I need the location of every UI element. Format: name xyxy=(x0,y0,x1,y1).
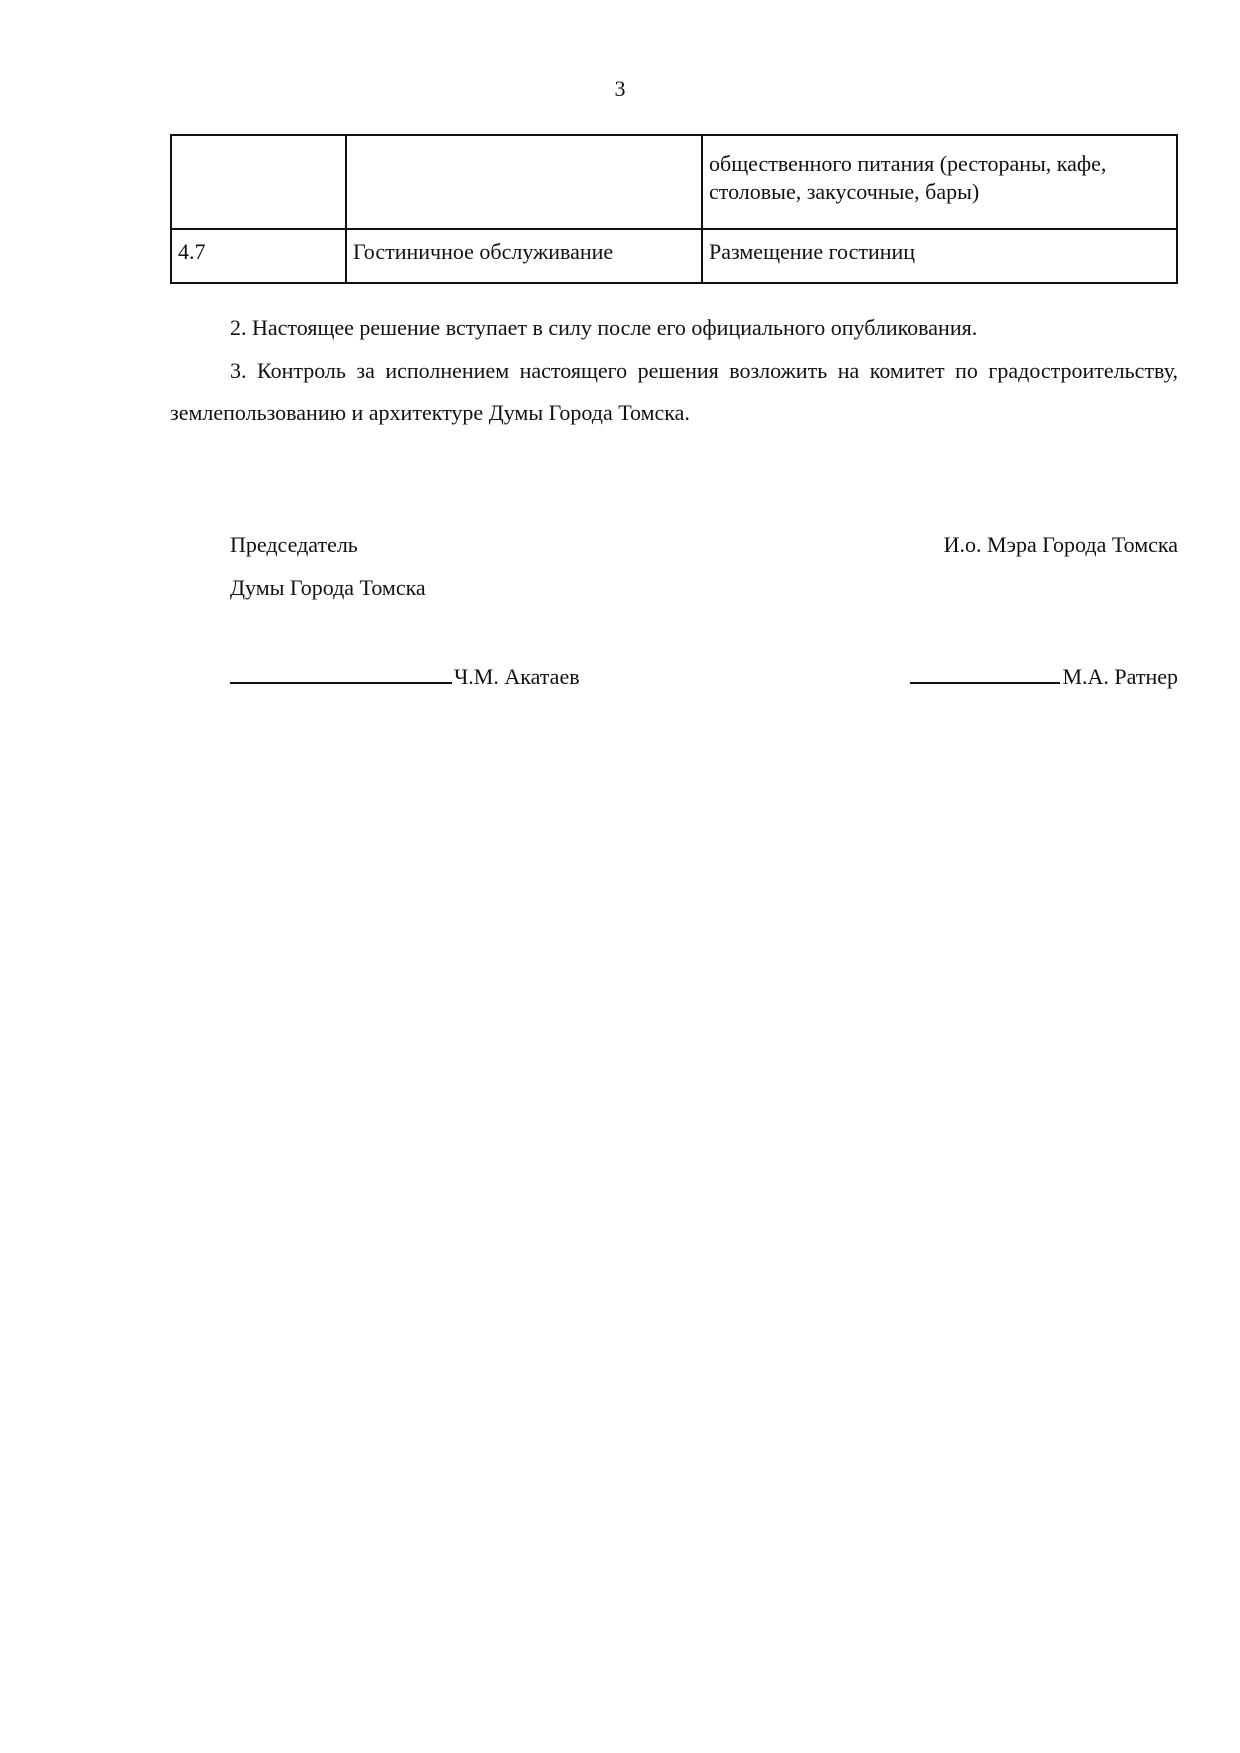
right-signature-line xyxy=(910,656,1178,698)
left-signatory-name: Ч.М. Акатаев xyxy=(454,664,580,689)
paragraph-control: 3. Контроль за исполнением настоящего решения возложить на комитет по градостроительству, землепользованию и архитектуре Думы Города Томска. xyxy=(170,358,1178,425)
table-row xyxy=(171,135,1177,229)
left-signature-line xyxy=(230,656,580,698)
right-signatory-name: М.А. Ратнер xyxy=(1062,664,1178,689)
table-row xyxy=(171,229,1177,283)
signature-blank xyxy=(230,656,452,684)
signature-blank xyxy=(910,656,1060,684)
table-cell-name: Гостиничное обслуживание xyxy=(346,229,702,283)
paragraph-effective-date: 2. Настоящее решение вступает в силу после его официального опубликования. xyxy=(230,315,978,340)
page-number: 3 xyxy=(614,76,626,101)
land-use-table xyxy=(170,134,1178,284)
left-signatory-title-line2: Думы Города Томска xyxy=(230,575,426,600)
table-cell-description: общественного питания (рестораны, кафе, столовые, закусочные, бары) xyxy=(702,135,1177,229)
table-cell-description: Размещение гостиниц xyxy=(702,229,1177,283)
table-cell-num xyxy=(171,135,346,229)
table-cell-name xyxy=(346,135,702,229)
left-signatory-title-line1: Председатель xyxy=(230,532,358,557)
right-signatory-title: И.о. Мэра Города Томска xyxy=(943,532,1178,557)
table-cell-num: 4.7 xyxy=(171,229,346,283)
